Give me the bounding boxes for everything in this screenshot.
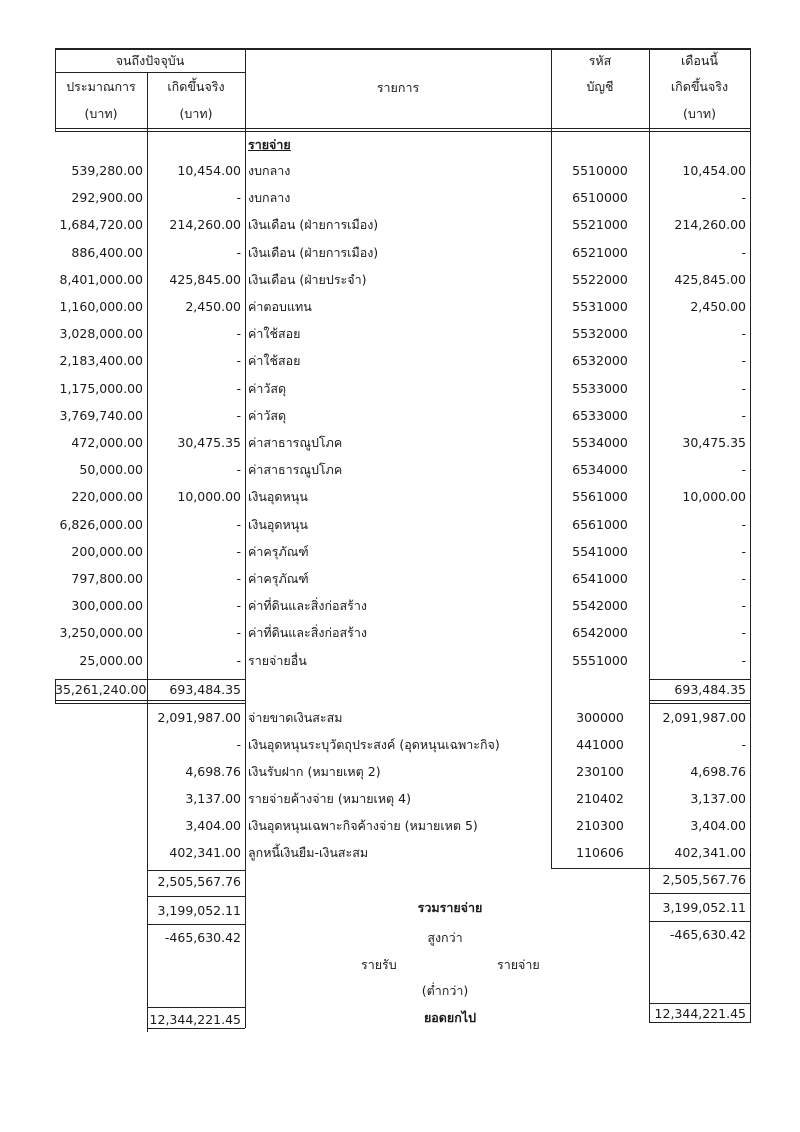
other-total-month: 2,505,567.76: [662, 872, 746, 887]
expense-month: 425,845.00: [674, 271, 746, 287]
expense-code: 6534000: [572, 462, 628, 478]
expense-item: เงินเดือน (ฝ่ายการเมือง): [248, 244, 379, 260]
other-total-bottom-rule-month: [649, 893, 750, 894]
expense-item: ค่าใช้สอย: [248, 326, 301, 342]
expense-item: ค่าสาธารณูปโภค: [248, 462, 343, 478]
other-code: 230100: [576, 764, 624, 779]
expense-actual: -: [236, 598, 241, 614]
header-code-label-1: รหัส: [588, 53, 612, 68]
expense-label: รายจ่าย: [497, 957, 540, 972]
expense-estimate: 3,769,740.00: [59, 407, 143, 423]
expense-actual: -: [236, 625, 241, 641]
expense-code: 6521000: [572, 244, 628, 260]
other-total-top-rule-month: [649, 868, 750, 869]
expense-month: -: [741, 353, 746, 369]
expense-estimate: 25,000.00: [79, 652, 143, 668]
expense-month: -: [741, 244, 746, 260]
expense-item: เงินเดือน (ฝ่ายการเมือง): [248, 217, 379, 233]
header-actual-unit: (บาท): [179, 106, 213, 121]
expense-estimate: 472,000.00: [71, 435, 143, 450]
carry-top-rule-month: [649, 1003, 750, 1004]
expense-month: -: [741, 462, 746, 478]
expense-estimate: 3,250,000.00: [59, 625, 143, 641]
expense-code: 5541000: [572, 543, 628, 559]
header-bottom-rule: [55, 128, 750, 129]
expense-code: 5534000: [572, 435, 628, 450]
other-month: 3,404.00: [690, 818, 746, 833]
other-actual: 402,341.00: [169, 845, 241, 860]
expense-estimate: 200,000.00: [71, 543, 143, 559]
other-total-top-rule: [147, 870, 245, 871]
expense-actual: -: [236, 407, 241, 423]
expense-item: เงินอุดหนุน: [248, 516, 308, 532]
expense-actual: -: [236, 244, 241, 260]
other-month: 3,137.00: [690, 791, 746, 806]
expense-code: 5561000: [572, 489, 628, 505]
expense-item: งบกลาง: [248, 190, 291, 206]
expense-code: 5532000: [572, 326, 628, 342]
expense-estimate: 2,183,400.00: [59, 353, 143, 369]
col-line-actual: [245, 48, 246, 1028]
other-actual: -: [236, 737, 241, 752]
expense-total-top-rule-month: [649, 679, 750, 680]
expense-estimate: 50,000.00: [79, 462, 143, 478]
expense-code: 5510000: [572, 163, 628, 178]
expense-month: 2,450.00: [690, 299, 746, 314]
expense-code: 5533000: [572, 380, 628, 396]
expense-total-month: 693,484.35: [674, 682, 746, 697]
expense-item: ค่าครุภัณฑ์: [248, 543, 309, 559]
expense-total-estimate: 35,261,240.00: [55, 682, 147, 697]
expense-actual: -: [236, 543, 241, 559]
expense-month: -: [741, 190, 746, 206]
expense-actual: 10,454.00: [177, 163, 241, 178]
expense-month: -: [741, 625, 746, 641]
header-code-label-2: บัญชี: [586, 79, 614, 94]
higher-label: สูงกว่า: [427, 930, 463, 945]
expense-total-actual: 693,484.35: [169, 682, 241, 697]
expense-estimate: 8,401,000.00: [59, 271, 143, 287]
header-bottom-rule-2: [55, 131, 750, 132]
col-line-right: [750, 48, 751, 1023]
other-code: 441000: [576, 737, 624, 752]
expense-estimate: 6,826,000.00: [59, 516, 143, 532]
other-code: 210300: [576, 818, 624, 833]
expense-total-bottom-rule-month: [649, 700, 750, 701]
expense-actual: 214,260.00: [169, 217, 241, 233]
total-expense-bottom-rule: [147, 924, 245, 925]
expense-month: -: [741, 543, 746, 559]
total-expense-bottom-rule-month: [649, 921, 750, 922]
expense-month: -: [741, 571, 746, 586]
carry-month: 12,344,221.45: [654, 1006, 746, 1021]
other-month: 2,091,987.00: [662, 710, 746, 725]
expense-estimate: 886,400.00: [71, 244, 143, 260]
header-item-label: รายการ: [376, 80, 420, 95]
expense-actual: -: [236, 190, 241, 206]
diff-actual: -465,630.42: [164, 930, 241, 945]
expense-actual: -: [236, 353, 241, 369]
expense-total-bottom-rule-2: [55, 703, 245, 704]
expense-code: 5521000: [572, 217, 628, 233]
other-item: เงินรับฝาก (หมายเหตุ 2): [248, 764, 381, 779]
expense-actual: -: [236, 326, 241, 342]
expense-item: เงินอุดหนุน: [248, 489, 308, 505]
expense-item: ค่าที่ดินและสิ่งก่อสร้าง: [248, 625, 367, 641]
expense-code: 6510000: [572, 190, 628, 206]
expense-actual: -: [236, 652, 241, 668]
expense-estimate: 220,000.00: [71, 489, 143, 505]
other-item: ลูกหนี้เงินยืม-เงินสะสม: [248, 845, 369, 860]
expense-total-top-rule: [55, 679, 245, 680]
expense-estimate: 1,175,000.00: [59, 380, 143, 396]
expense-item: ค่าวัสดุ: [248, 407, 287, 423]
expense-month: 30,475.35: [682, 435, 746, 450]
expense-month: 10,000.00: [682, 489, 746, 505]
other-item: เงินอุดหนุนระบุวัตถุประสงค์ (อุดหนุนเฉพาะกิจ): [248, 737, 500, 752]
expense-actual: -: [236, 516, 241, 532]
other-item: จ่ายขาดเงินสะสม: [248, 710, 343, 725]
header-month-actual-label: เกิดขึ้นจริง: [670, 79, 729, 94]
carry-top-rule: [147, 1007, 245, 1008]
section-title: รายจ่าย: [248, 137, 291, 152]
expense-estimate: 1,160,000.00: [59, 299, 143, 314]
expense-code: 6542000: [572, 625, 628, 641]
header-estimate-label: ประมาณการ: [66, 79, 136, 94]
expense-code: 5551000: [572, 652, 628, 668]
total-expense-label: รวมรายจ่าย: [417, 900, 483, 915]
other-total-actual: 2,505,567.76: [157, 874, 241, 889]
income-label: รายรับ: [361, 957, 397, 972]
expense-item: งบกลาง: [248, 163, 291, 178]
expense-code: 6561000: [572, 516, 628, 532]
expense-actual: -: [236, 462, 241, 478]
expense-estimate: 1,684,720.00: [59, 217, 143, 233]
expense-code: 6541000: [572, 571, 628, 586]
expense-month: -: [741, 326, 746, 342]
expense-item: รายจ่ายอื่น: [248, 652, 307, 668]
expense-actual: 2,450.00: [185, 299, 241, 314]
expense-item: ค่าครุภัณฑ์: [248, 571, 309, 586]
header-estimate-unit: (บาท): [84, 106, 118, 121]
header-actual-label: เกิดขึ้นจริง: [167, 79, 225, 94]
expense-estimate: 539,280.00: [71, 163, 143, 178]
other-code: 300000: [576, 710, 624, 725]
expense-item: ค่าใช้สอย: [248, 353, 301, 369]
expense-month: -: [741, 652, 746, 668]
header-top-rule: [55, 48, 750, 50]
header-month-unit: (บาท): [683, 106, 716, 121]
expense-estimate: 300,000.00: [71, 598, 143, 614]
other-month: -: [741, 737, 746, 752]
code-col-bottom-rule: [551, 868, 649, 869]
diff-month: -465,630.42: [669, 927, 746, 942]
header-group-label: จนถึงปัจจุบัน: [115, 53, 185, 68]
expense-estimate: 797,800.00: [71, 571, 143, 586]
total-expense-month: 3,199,052.11: [662, 900, 746, 915]
other-item: เงินอุดหนุนเฉพาะกิจค้างจ่าย (หมายเหต 5): [248, 818, 478, 833]
other-month: 4,698.76: [690, 764, 746, 779]
expense-code: 5542000: [572, 598, 628, 614]
header-month-label: เดือนนี้: [681, 53, 718, 68]
expense-code: 5522000: [572, 271, 628, 287]
total-expense-actual: 3,199,052.11: [157, 903, 241, 918]
expense-total-bottom-rule: [55, 700, 245, 701]
expense-actual: 425,845.00: [169, 271, 241, 287]
expense-actual: -: [236, 380, 241, 396]
other-actual: 2,091,987.00: [157, 710, 241, 725]
expense-month: 10,454.00: [682, 163, 746, 178]
carry-bottom-rule: [147, 1028, 245, 1029]
expense-item: ค่าสาธารณูปโภค: [248, 435, 343, 450]
expense-code: 6533000: [572, 407, 628, 423]
expense-item: เงินเดือน (ฝ่ายประจำ): [248, 271, 367, 287]
other-code: 110606: [576, 845, 624, 860]
expense-total-bottom-rule-month-2: [649, 703, 750, 704]
other-item: รายจ่ายค้างจ่าย (หมายเหตุ 4): [248, 791, 411, 806]
other-month: 402,341.00: [674, 845, 746, 860]
other-actual: 3,404.00: [185, 818, 241, 833]
expense-actual: 10,000.00: [177, 489, 241, 505]
expense-item: ค่าที่ดินและสิ่งก่อสร้าง: [248, 598, 367, 614]
other-total-bottom-rule: [147, 896, 245, 897]
header-group-rule: [55, 72, 245, 73]
expense-month: -: [741, 407, 746, 423]
carry-bottom-rule-month: [649, 1022, 750, 1023]
other-actual: 4,698.76: [185, 764, 241, 779]
other-actual: 3,137.00: [185, 791, 241, 806]
expense-estimate: 292,900.00: [71, 190, 143, 206]
expense-month: -: [741, 380, 746, 396]
expense-month: -: [741, 598, 746, 614]
expense-actual: -: [236, 571, 241, 586]
expense-item: ค่าวัสดุ: [248, 380, 287, 396]
expense-month: -: [741, 516, 746, 532]
carry-label: ยอดยกไป: [423, 1010, 477, 1025]
lower-label: (ต่ำกว่า): [421, 983, 469, 998]
expense-total-left-line: [55, 679, 56, 703]
expense-code: 6532000: [572, 353, 628, 369]
expense-item: ค่าตอบแทน: [248, 299, 312, 314]
expense-estimate: 3,028,000.00: [59, 326, 143, 342]
carry-actual: 12,344,221.45: [149, 1012, 241, 1027]
expense-actual: 30,475.35: [177, 435, 241, 450]
other-code: 210402: [576, 791, 624, 806]
expense-code: 5531000: [572, 299, 628, 314]
expense-month: 214,260.00: [674, 217, 746, 233]
